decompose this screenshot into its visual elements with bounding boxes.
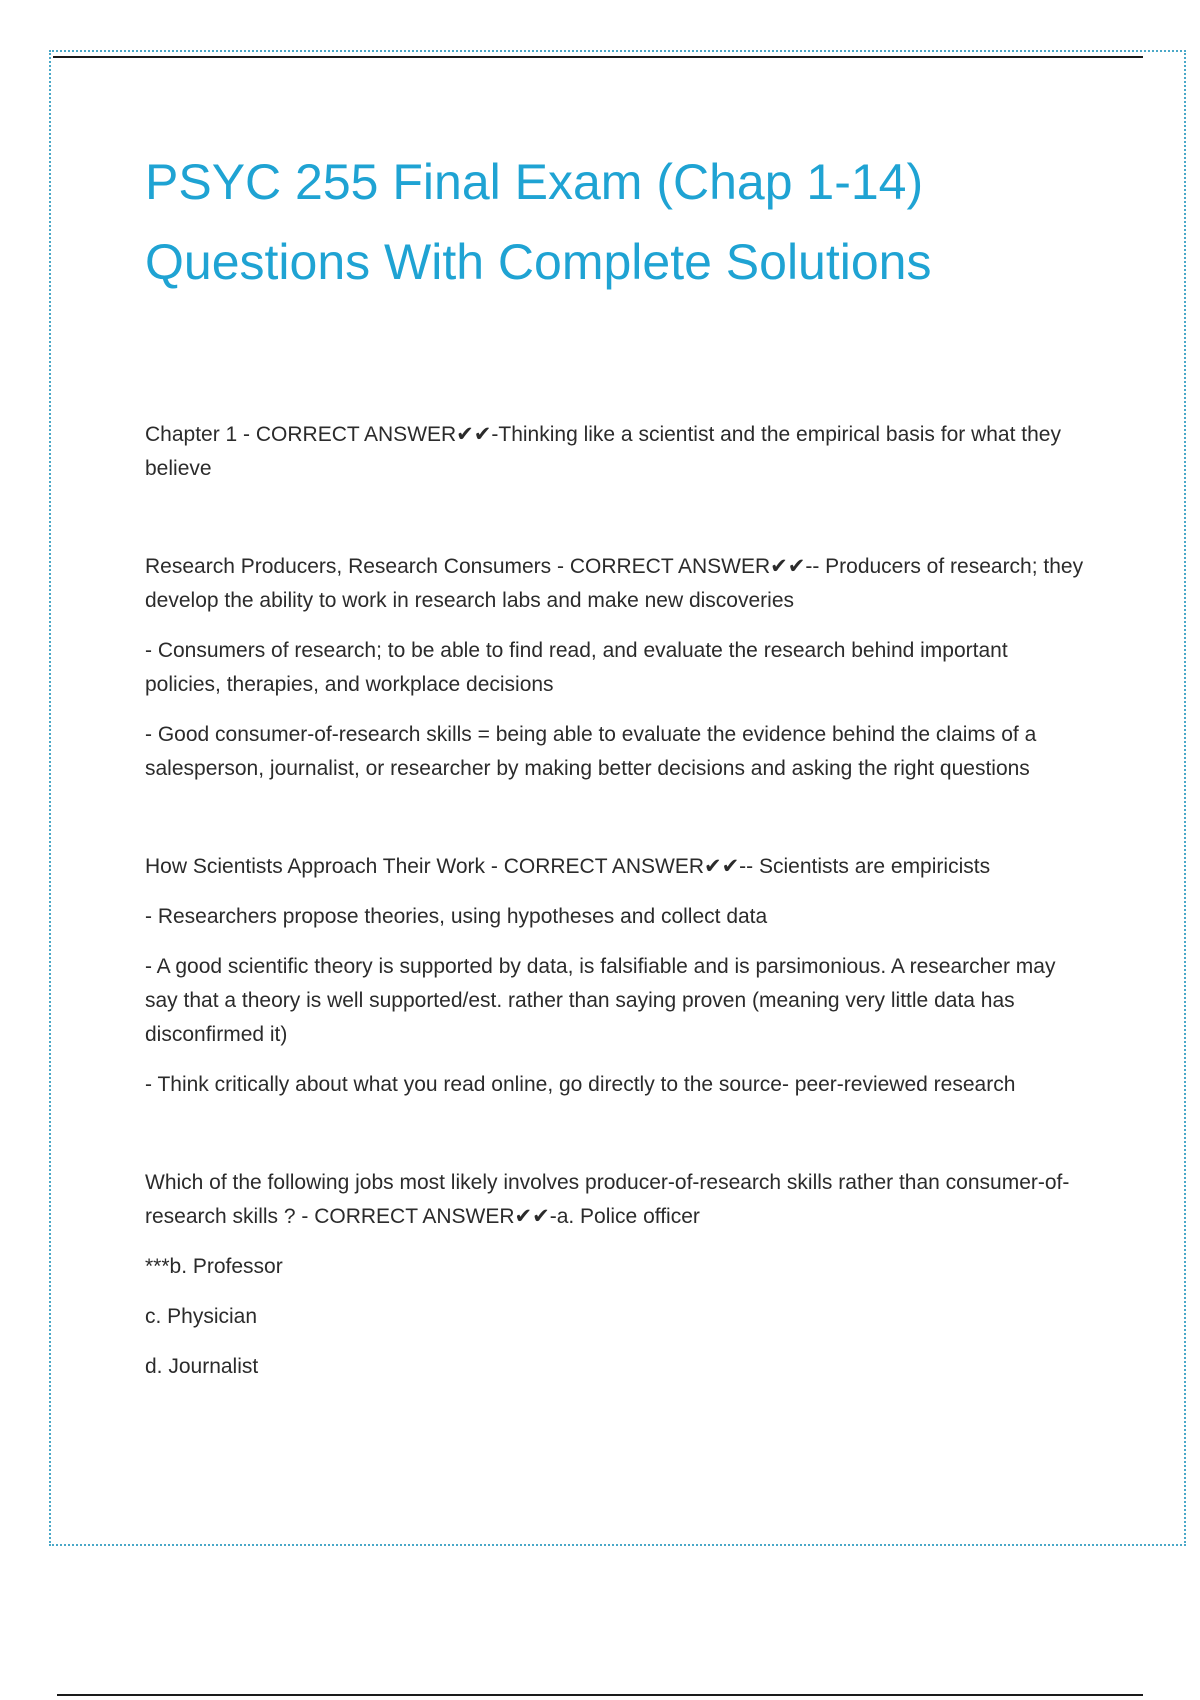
document-body (145, 142, 1085, 1400)
answer-bullet: - Good consumer-of-research skills = being able to evaluate the evidence behind the claims of a salesperson, journalist, or researcher by making better decisions and asking the right questions (145, 723, 1037, 780)
question-paragraph: How Scientists Approach Their Work - CORRECT ANSWER✔✔-- Scientists are empiricists (145, 855, 991, 878)
answer-bullet: - Researchers propose theories, using hypotheses and collect data (145, 905, 768, 928)
question-paragraph: Which of the following jobs most likely involves producer-of-research skills rather than consumer-of-research skills ? - CORRECT ANSWER✔✔-a. Police officer (145, 1171, 1070, 1228)
answer-option: d. Journalist (145, 1355, 259, 1378)
title-line-2: Questions With Complete Solutions (145, 234, 932, 290)
answer-bullet: - Think critically about what you read online, go directly to the source- peer-reviewed research (145, 1073, 1016, 1096)
document-title (145, 142, 1085, 302)
title-line-1: PSYC 255 Final Exam (Chap 1-14) (145, 154, 924, 210)
answer-option: c. Physician (145, 1305, 258, 1328)
answer-bullet: - A good scientific theory is supported by data, is falsifiable and is parsimonious. A researcher may say that a theory is well supported/est. rather than saying proven (meaning very little data has disconfirmed it) (145, 955, 1056, 1046)
answer-option: ***b. Professor (145, 1255, 283, 1278)
section-how-scientists-work (145, 850, 1085, 1102)
section-producers-consumers (145, 550, 1085, 786)
section-chapter-1 (145, 418, 1085, 486)
top-rule (53, 56, 1143, 58)
question-paragraph: Research Producers, Research Consumers - CORRECT ANSWER✔✔-- Producers of research; they develop the ability to work in research labs and make new discoveries (145, 555, 1084, 612)
section-multiple-choice (145, 1166, 1085, 1384)
bottom-rule (57, 1694, 1143, 1696)
question-paragraph: Chapter 1 - CORRECT ANSWER✔✔-Thinking like a scientist and the empirical basis for what they believe (145, 423, 1061, 480)
answer-bullet: - Consumers of research; to be able to find read, and evaluate the research behind important policies, therapies, and workplace decisions (145, 639, 1008, 696)
